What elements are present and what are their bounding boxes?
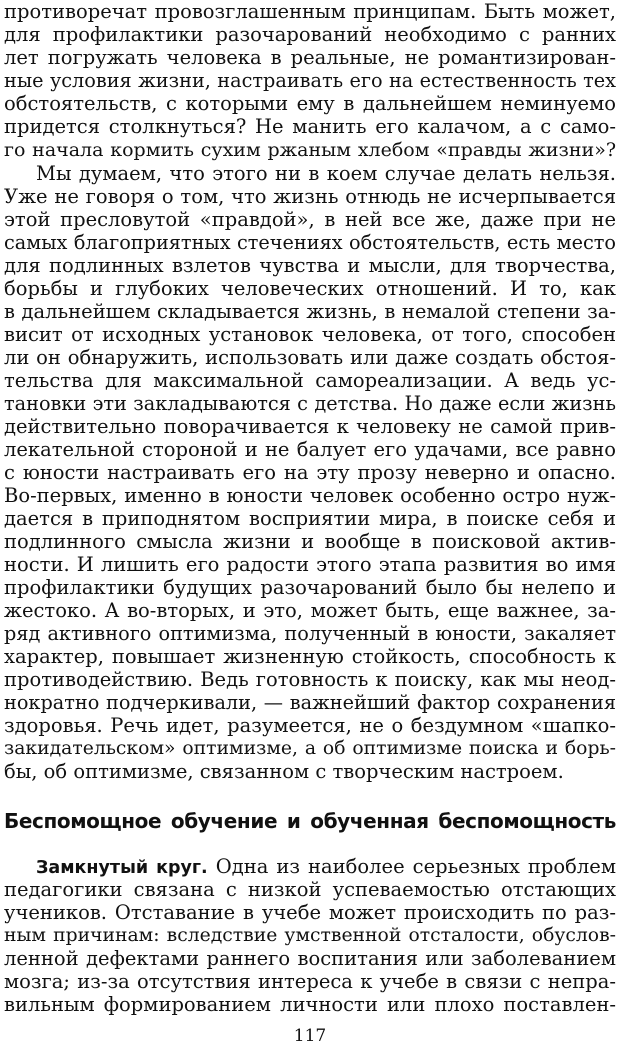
text-line: характер, повышает жизненную стойкость, способность к bbox=[4, 646, 616, 668]
text-line: мозга; из-за отсутствия интереса к учебе в связи с непра- bbox=[4, 971, 616, 993]
text-line: го начала кормить сухим ржаным хлебом «правды жизни»? bbox=[4, 139, 616, 161]
text-line: лекательной стороной и не балует его удачами, все равно bbox=[4, 439, 616, 461]
text-line: ли он обнаружить, использовать или даже создать обстоя- bbox=[4, 347, 616, 369]
text-line: для подлинных взлетов чувства и мысли, для творчества, bbox=[4, 255, 616, 277]
text-line: закидательском» оптимизме, а об оптимизме поиска и борь- bbox=[4, 738, 616, 759]
text-line: противодействию. Ведь готовность к поиску, как мы неод- bbox=[4, 669, 616, 691]
runin-rest: Одна из наиболее серьезных проблем bbox=[215, 856, 616, 878]
text-line bbox=[36, 856, 616, 878]
text-line: ные условия жизни, настраивать его на естественность тех bbox=[4, 70, 616, 92]
text-line: ным причинам: вследствие умственной отсталости, обуслов- bbox=[4, 925, 616, 946]
text-line: лет погружать человека в реальные, не романтизирован- bbox=[4, 47, 616, 69]
text-line: борьбы и глубоких человеческих отношений. И то, как bbox=[4, 278, 616, 300]
section-heading: Беспомощное обучение и обученная беспомощность bbox=[4, 809, 616, 833]
text-line: ленной дефектами раннего воспитания или заболеванием bbox=[4, 948, 616, 970]
text-line: висит от исходных установок человека, от того, способен bbox=[4, 324, 616, 346]
text-line: Уже не говоря о том, что жизнь отнюдь не исчерпывается bbox=[4, 186, 616, 208]
text-line: ности. И лишить его радости этого этапа развития во имя bbox=[4, 554, 616, 576]
text-line: бы, об оптимизме, связанном с творческим настроем. bbox=[4, 761, 564, 783]
text-line: самых благоприятных стечениях обстоятельств, есть место bbox=[4, 232, 616, 254]
text-line: тановки эти закладываются с детства. Но даже если жизнь bbox=[4, 393, 616, 415]
text-line: придется столкнуться? Не манить его калачом, а с само- bbox=[4, 116, 616, 138]
text-line: с юности настраивать его на эту прозу неверно и опасно. bbox=[4, 462, 616, 484]
text-line: учеников. Отставание в учебе может происходить по раз- bbox=[4, 902, 616, 924]
text-line: педагогики связана с низкой успеваемостью отстающих bbox=[4, 879, 616, 901]
text-line: жестоко. А во-вторых, и это, может быть, еще важнее, за- bbox=[4, 600, 616, 622]
text-line: обстоятельств, с которыми ему в дальнейшем неминуемо bbox=[4, 93, 616, 115]
page-number: 117 bbox=[293, 1026, 327, 1046]
text-line: для профилактики разочарований необходимо с ранних bbox=[4, 24, 616, 46]
text-line: Мы думаем, что этого ни в коем случае делать нельзя. bbox=[36, 163, 616, 185]
text-line: дается в приподнятом восприятии мира, в поиске себя и bbox=[4, 508, 616, 530]
text-line: нократно подчеркивали, — важнейший фактор сохранения bbox=[4, 692, 616, 714]
text-line: в дальнейшем складывается жизнь, в немалой степени за- bbox=[4, 301, 616, 323]
text-line: противоречат провозглашенным принципам. Быть может, bbox=[4, 1, 616, 23]
text-line: ряд активного оптимизма, полученный в юности, закаляет bbox=[4, 623, 616, 645]
text-line: действительно поворачивается к человеку не самой прив- bbox=[4, 416, 616, 438]
text-line: здоровья. Речь идет, разумеется, не о бездумном «шапко- bbox=[4, 715, 616, 737]
text-line: тельства для максимальной самореализации. А ведь ус- bbox=[4, 370, 616, 392]
text-line: этой пресловутой «правдой», в ней все же, даже при не bbox=[4, 209, 616, 231]
runin-title: Замкнутый круг. bbox=[36, 858, 208, 878]
text-line: вильным формированием личности или плохо поставлен- bbox=[4, 994, 616, 1016]
text-line: Во-первых, именно в юности человек особенно остро нуж- bbox=[4, 485, 616, 507]
text-line: профилактики будущих разочарований было бы нелепо и bbox=[4, 577, 616, 599]
text-line: подлинного смысла жизни и вообще в поисковой актив- bbox=[4, 531, 616, 553]
